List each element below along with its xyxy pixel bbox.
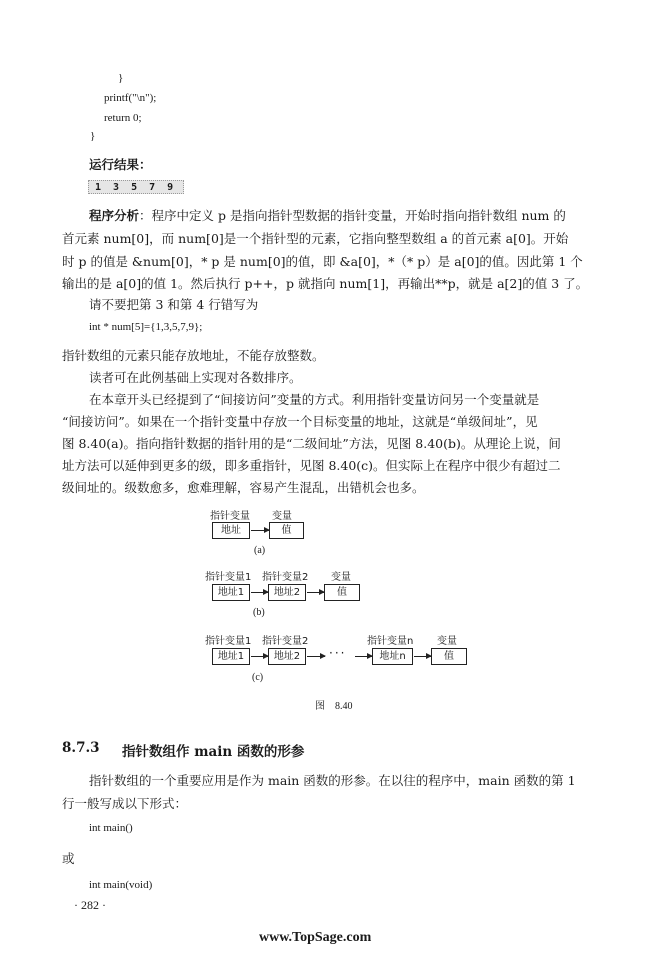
run-result-output: 1 3 5 7 9 — [88, 180, 184, 194]
label-pointer-variable-2: 指针变量2 — [262, 636, 309, 647]
body-line: 行一般写成以下形式： — [62, 796, 188, 811]
analysis-line — [89, 206, 566, 224]
section-number: 8.7.3 — [62, 740, 100, 756]
analysis-line: 首元素 num[0]，而 num[0]是一个指针型的元素，它指向整型数组 a 的首元素 a[0]。开始 — [62, 231, 569, 246]
box-address-1: 地址1 — [212, 584, 250, 601]
label-variable: 变量 — [437, 636, 457, 647]
analysis-line: 指针数组的元素只能存放地址，不能存放整数。 — [62, 348, 325, 363]
code-line: int * num[5]={1,3,5,7,9}; — [89, 321, 203, 333]
label-pointer-variable-2: 指针变量2 — [262, 572, 309, 583]
arrow — [251, 656, 268, 657]
analysis-line: 请不要把第 3 和第 4 行错写为 — [89, 297, 259, 312]
arrow — [307, 592, 324, 593]
box-value: 值 — [269, 522, 304, 539]
body-line: 在本章开头已经提到了“间接访问”变量的方式。利用指针变量访问另一个变量就是 — [89, 392, 540, 407]
body-line: 或 — [62, 851, 75, 866]
analysis-text: ：程序中定义 p 是指向指针型数据的指针变量，开始时指向指针数组 num 的 — [139, 208, 566, 223]
label-pointer-variable: 指针变量 — [210, 511, 250, 522]
code-line: printf("\n"); — [104, 92, 157, 104]
code-line: } — [90, 130, 96, 142]
figure-caption-c: (c) — [252, 672, 264, 683]
analysis-line: 时 p 的值是 &num[0]，* p 是 num[0]的值，即 &a[0]，*（* p）是 a[0]的值。因此第 1 个 — [62, 254, 583, 269]
box-value: 值 — [324, 584, 360, 601]
body-line: 指针数组的一个重要应用是作为 main 函数的形参。在以往的程序中，main 函数的第 1 — [89, 773, 576, 788]
box-address-n: 地址n — [372, 648, 413, 665]
run-result-heading: 运行结果： — [89, 157, 152, 172]
arrow — [355, 656, 372, 657]
code-line: return 0; — [104, 112, 142, 124]
box-address-2: 地址2 — [268, 584, 306, 601]
figure-caption-b: (b) — [253, 607, 265, 618]
code-line: int main() — [89, 822, 133, 834]
section-title: 指针数组作 main 函数的形参 — [122, 744, 305, 760]
label-variable: 变量 — [272, 511, 292, 522]
body-line: 图 8.40(a)。指向指针数据的指针用的是“二级间址”方法，见图 8.40(b)。从理论上说，间 — [62, 436, 561, 451]
analysis-line: 读者可在此例基础上实现对各数排序。 — [89, 370, 302, 385]
label-pointer-variable-1: 指针变量1 — [205, 572, 252, 583]
body-line: 址方法可以延伸到更多的级，即多重指针，见图 8.40(c)。但实际上在程序中很少有超过二 — [62, 458, 561, 473]
label-pointer-variable-1: 指针变量1 — [205, 636, 252, 647]
arrow — [251, 530, 269, 531]
label-pointer-variable-n: 指针变量n — [367, 636, 414, 647]
code-line: int main(void) — [89, 879, 153, 891]
arrow — [251, 592, 268, 593]
box-value: 值 — [431, 648, 467, 665]
box-address-1: 地址1 — [212, 648, 250, 665]
box-address-2: 地址2 — [268, 648, 306, 665]
arrow — [307, 656, 325, 657]
analysis-label: 程序分析 — [89, 208, 140, 223]
code-line: } — [118, 72, 124, 84]
ellipsis: ··· — [329, 646, 347, 660]
figure-caption-a: (a) — [254, 545, 266, 556]
site-watermark: www.TopSage.com — [259, 930, 372, 945]
figure-title: 图 8.40 — [315, 701, 353, 712]
body-line: “间接访问”。如果在一个指针变量中存放一个目标变量的地址，这就是“单级间址”，见 — [62, 414, 538, 429]
label-variable: 变量 — [331, 572, 351, 583]
analysis-line: 输出的是 a[0]的值 1。然后执行 p++，p 就指向 num[1]，再输出**p，就是 a[2]的值 3 了。 — [62, 276, 589, 291]
arrow — [414, 656, 431, 657]
body-line: 级间址的。级数愈多，愈难理解，容易产生混乱，出错机会也多。 — [62, 480, 425, 495]
page-number: · 282 · — [74, 898, 106, 912]
box-address: 地址 — [212, 522, 250, 539]
